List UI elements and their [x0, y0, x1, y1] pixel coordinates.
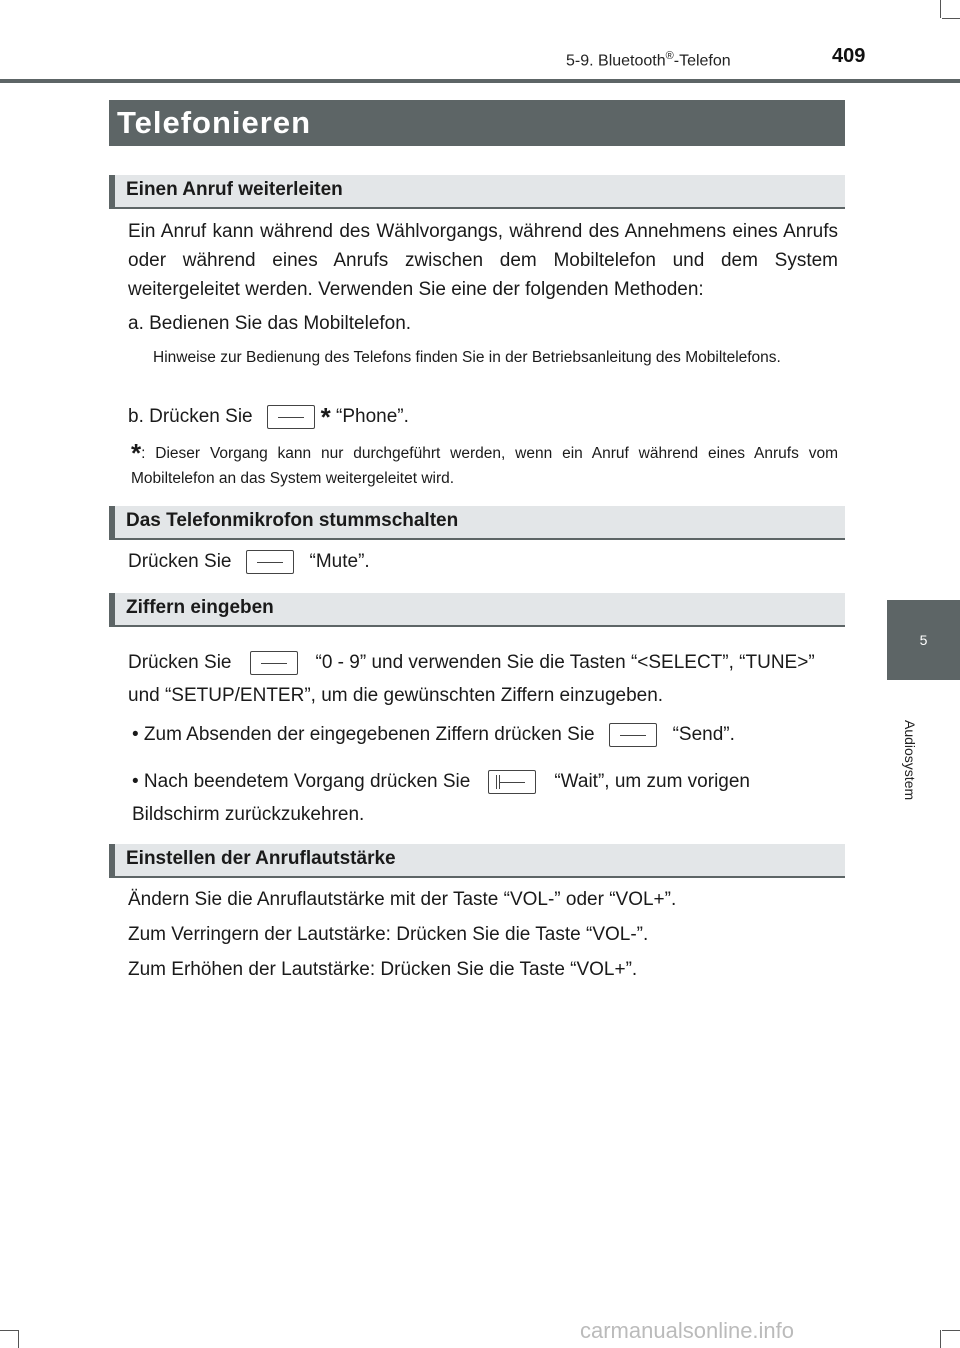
bullet-wait-post: “Wait”, um zum vorigen Bildschirm zurückzukehren. [132, 771, 750, 825]
crop-mark [942, 1330, 960, 1331]
crop-mark [940, 1330, 941, 1348]
digits-text-post: “0 - 9” und verwenden Sie die Tasten “<SELECT”, “TUNE>” und “SETUP/ENTER”, um die gewünschten Ziffern einzugeben. [128, 652, 815, 706]
section-prefix: 5-9. Bluetooth [566, 52, 666, 70]
page-number: 409 [832, 45, 866, 67]
footnote-text: : Dieser Vorgang kann nur durchgeführt werden, wenn ein Anruf während eines Anrufs vom Mobiltelefon an das System weitergeleitet wird. [131, 445, 838, 487]
crop-mark [0, 1330, 18, 1331]
steering-switch-icon [246, 550, 294, 574]
digits-text [128, 646, 838, 712]
steering-switch-wait-icon [488, 770, 536, 794]
forward-call-item-b [128, 402, 838, 432]
item-b-post: “Phone”. [336, 406, 409, 427]
registered-mark: ® [665, 50, 674, 62]
volume-line-2: Zum Verringern der Lautstärke: Drücken Sie die Taste “VOL-”. [128, 924, 649, 945]
crop-mark [940, 0, 941, 18]
crop-mark [18, 1330, 19, 1348]
section-heading-forward-call: Einen Anruf weiterleiten [109, 175, 845, 209]
watermark: carmanualsonline.info [580, 1318, 795, 1343]
item-b-text: b. Drücken Sie [128, 406, 253, 427]
section-heading-mute: Das Telefonmikrofon stummschalten [109, 506, 845, 540]
steering-switch-icon [609, 723, 657, 747]
forward-call-item-a: a. Bedienen Sie das Mobiltelefon. [128, 313, 412, 334]
bullet-wait-pre: • Nach beendetem Vorgang drücken Sie [132, 771, 471, 792]
volume-line-3: Zum Erhöhen der Lautstärke: Drücken Sie die Taste “VOL+”. [128, 959, 638, 980]
mute-text-pre: Drücken Sie [128, 551, 232, 572]
crop-mark [942, 18, 960, 19]
forward-call-note-a: Hinweise zur Bedienung des Telefons finden Sie in der Betriebsanleitung des Mobiltelefons. [153, 349, 781, 366]
section-heading-digits: Ziffern eingeben [109, 593, 845, 627]
section-heading-volume: Einstellen der Anruflautstärke [109, 844, 845, 878]
digits-text-pre: Drücken Sie [128, 652, 232, 673]
section-suffix: -Telefon [673, 52, 731, 70]
volume-line-1: Ändern Sie die Anruflautstärke mit der Taste “VOL-” oder “VOL+”. [128, 889, 677, 910]
header-rule [0, 79, 960, 83]
asterisk: * [320, 402, 331, 432]
chapter-label: Audiosystem [902, 720, 918, 801]
section-header [566, 50, 731, 70]
chapter-tab: 5 [887, 600, 960, 680]
mute-text [128, 547, 838, 576]
steering-switch-icon [250, 651, 298, 675]
page-title: Telefonieren [109, 100, 845, 146]
bullet-send-post: “Send”. [672, 724, 735, 745]
digits-bullet-wait [132, 765, 838, 831]
footnote [131, 438, 838, 491]
bullet-send-pre: • Zum Absenden der eingegebenen Ziffern drücken Sie [132, 724, 595, 745]
steering-switch-icon [267, 405, 315, 429]
footnote-mark: * [131, 438, 142, 468]
mute-text-post: “Mute”. [309, 551, 370, 572]
forward-call-intro: Ein Anruf kann während des Wählvorgangs, während des Annehmens eines Anrufs oder während eines Anrufs zwischen dem Mobiltelefon und dem System weitergeleitet werden. Verwenden Sie eine der folgenden Methoden: [128, 221, 838, 300]
digits-bullet-send [132, 720, 838, 749]
